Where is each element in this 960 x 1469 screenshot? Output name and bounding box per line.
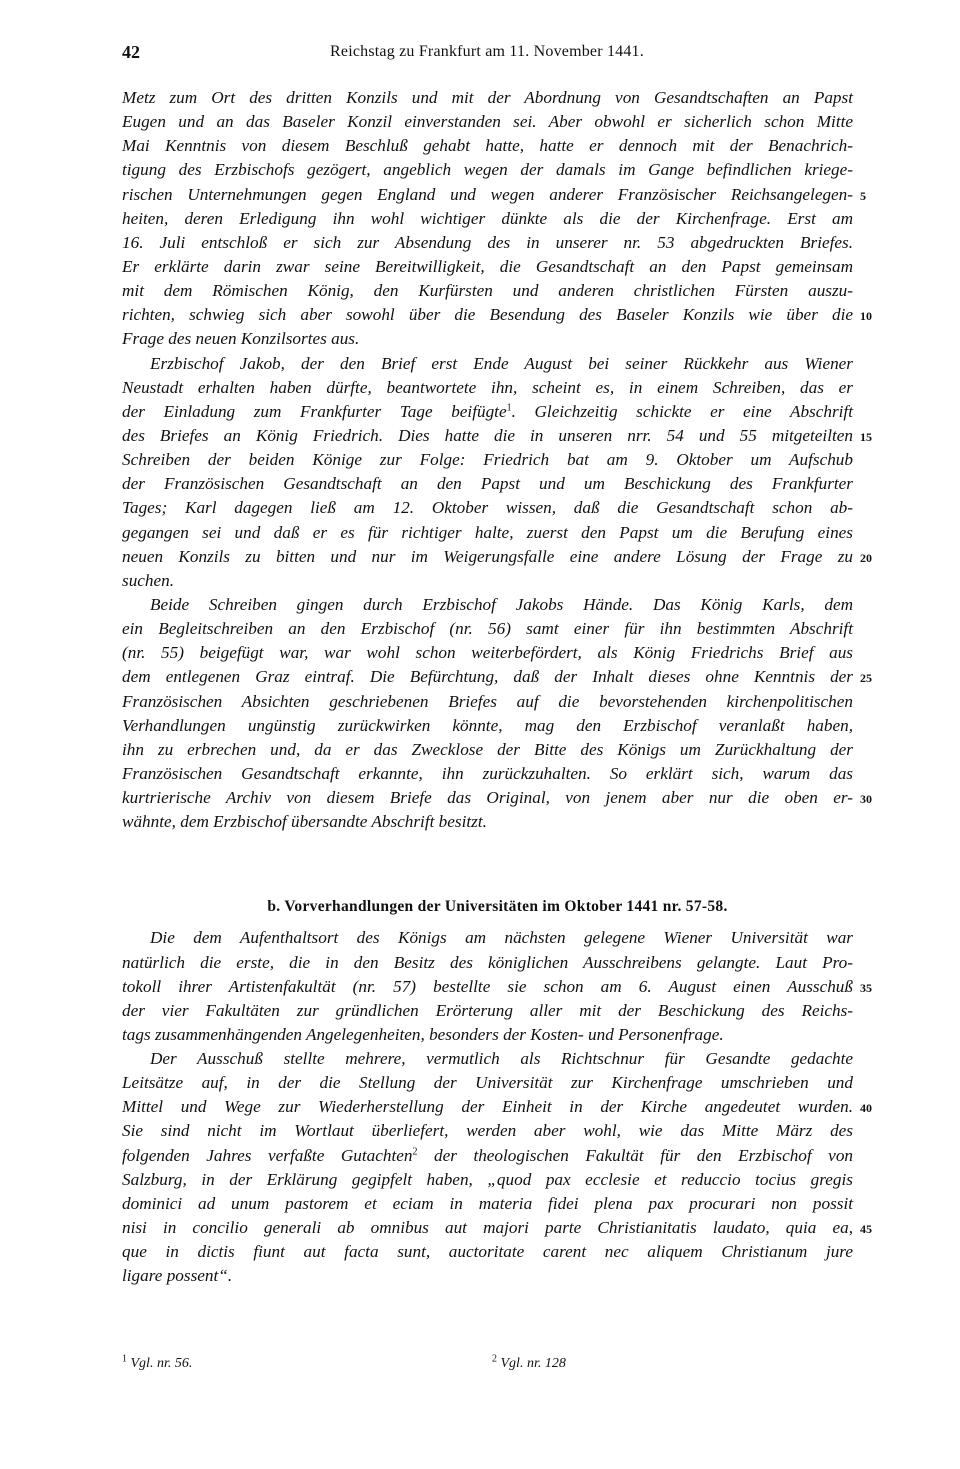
- text-line: [122, 1240, 853, 1264]
- line-text: tokoll ihrer Artistenfakultät (nr. 57) bestellte sie schon am 6. August einen Ausschuß: [122, 976, 853, 996]
- line-number: 10: [860, 309, 872, 324]
- line-text: Leitsätze auf, in der die Stellung der Universität zur Kirchenfrage umschrieben und: [122, 1073, 853, 1093]
- text-line: [122, 1095, 872, 1119]
- line-text: heiten, deren Erledigung ihn wohl wichtiger dünkte als die der Kirchenfrage. Erst am: [122, 208, 853, 228]
- line-text: des Briefes an König Friedrich. Dies hatte die in unseren nrr. 54 und 55 mitgeteilten: [122, 425, 853, 445]
- text-line: [122, 448, 853, 472]
- line-number: 25: [860, 671, 872, 686]
- footnote-mark: 2: [492, 1353, 497, 1365]
- text-line: [122, 207, 853, 231]
- line-text: Beide Schreiben gingen durch Erzbischof Jakobs Hände. Das König Karls, dem: [150, 594, 853, 614]
- line-text-continued: der theologischen Fakultät für den Erzbischof von: [417, 1145, 854, 1165]
- line-text: dominici ad unum pastorem et eciam in materia fidei plena pax procurari non possit: [122, 1193, 853, 1213]
- line-text: mit dem Römischen König, den Kurfürsten und anderen christlichen Fürsten auszu-: [122, 281, 853, 301]
- line-text: Schreiben der beiden Könige zur Folge: Friedrich bat am 9. Oktober um Aufschub: [122, 450, 853, 470]
- text-line: [122, 352, 853, 376]
- line-text: suchen.: [122, 570, 175, 590]
- line-text: rischen Unternehmungen gegen England und wegen anderer Französischer Reichsangelegen-: [122, 184, 853, 204]
- line-text: nisi in concilio generali ab omnibus aut majori parte Christianitatis laudato, quia ea,: [122, 1218, 853, 1238]
- page-header: [122, 42, 852, 66]
- section-heading: b. Vorverhandlungen der Universitäten im Oktober 1441 nr. 57-58.: [267, 898, 728, 916]
- line-number: 45: [860, 1222, 872, 1237]
- line-text: Frage des neuen Konzilsortes aus.: [122, 329, 360, 349]
- text-line: [122, 641, 853, 665]
- footnote-reference: 1: [506, 402, 512, 414]
- line-text: richten, schwieg sich aber sowohl über die Besendung des Baseler Konzils wie über die: [122, 305, 853, 325]
- text-line: [122, 617, 853, 641]
- text-line: [122, 1168, 853, 1192]
- line-text: (nr. 55) beigefügt war, war wohl schon weiterbefördert, als König Friedrichs Brief aus: [122, 643, 853, 663]
- text-line: [122, 1264, 853, 1288]
- text-line: [122, 999, 853, 1023]
- line-text: Mittel und Wege zur Wiederherstellung der Einheit in der Kirche angedeutet wurden.: [122, 1097, 853, 1117]
- line-number: 5: [860, 188, 866, 203]
- text-line: [122, 786, 872, 810]
- line-text: Metz zum Ort des dritten Konzils und mit der Abordnung von Gesandtschaften an Papst: [122, 88, 853, 107]
- paragraph: [122, 1047, 872, 1288]
- text-line: [122, 810, 853, 834]
- paragraph: [122, 926, 872, 1047]
- footnote: [122, 1353, 193, 1372]
- line-text: der Einladung zum Frankfurter Tage beifügte: [122, 401, 507, 421]
- text-line: [122, 231, 853, 255]
- text-line: [122, 279, 853, 303]
- text-line: [122, 1119, 853, 1143]
- line-text: que in dictis fiunt aut facta sunt, auctoritate carent nec aliquem Christianum jure: [122, 1242, 853, 1262]
- text-line: [122, 86, 853, 110]
- text-line: [122, 1144, 853, 1168]
- text-line: [122, 400, 853, 424]
- line-text: wähnte, dem Erzbischof übersandte Abschrift besitzt.: [122, 812, 487, 832]
- footnote-text: Vgl. nr. 128: [497, 1356, 566, 1371]
- line-text: tags zusammenhängenden Angelegenheiten, besonders der Kosten- und Personenfrage.: [122, 1024, 724, 1044]
- line-text-continued: . Gleichzeitig schickte er eine Abschrift: [511, 401, 853, 421]
- line-text: 16. Juli entschloß er sich zur Absendung des in unserer nr. 53 abgedruckten Briefes.: [122, 232, 853, 252]
- line-text: der vier Fakultäten zur gründlichen Erörterung aller mit der Beschickung des Reichs-: [122, 1000, 853, 1020]
- line-number: 40: [860, 1101, 872, 1116]
- text-line: [122, 738, 853, 762]
- text-line: [122, 545, 872, 569]
- line-text: Neustadt erhalten haben dürfte, beantwortete ihn, scheint es, in einem Schreiben, das er: [122, 377, 853, 397]
- footnote-mark: 1: [122, 1353, 127, 1365]
- text-line: [122, 424, 872, 448]
- line-text: tigung des Erzbischofs gezögert, angeblich wegen der damals im Gange befindlichen kriege-: [122, 160, 853, 180]
- text-line: [122, 134, 853, 158]
- footnote-reference: 2: [412, 1145, 418, 1157]
- line-text: neuen Konzils zu bitten und nur im Weigerungsfalle eine andere Lösung der Frage zu: [122, 546, 853, 566]
- text-line: [122, 255, 853, 279]
- footnotes: [122, 1353, 853, 1378]
- text-line: [122, 110, 853, 134]
- line-text: ligare possent“.: [122, 1266, 233, 1286]
- line-text: ein Begleitschreiben an den Erzbischof (nr. 56) samt einer für ihn bestimmten Abschrift: [122, 619, 853, 639]
- line-text: natürlich die erste, die in den Besitz des königlichen Ausschreibens gelangte. Laut Pro-: [122, 952, 853, 972]
- text-line: [122, 1192, 853, 1216]
- text-line: [122, 762, 853, 786]
- line-text: Verhandlungen ungünstig zurückwirken könnte, mag den Erzbischof veranlaßt haben,: [122, 715, 853, 735]
- text-line: [122, 714, 853, 738]
- text-line: [122, 1216, 872, 1240]
- text-line: [122, 376, 853, 400]
- line-text: Salzburg, in der Erklärung gegipfelt haben, „quod pax ecclesie et reduccio tocius gregis: [122, 1169, 853, 1189]
- line-text: ihn zu erbrechen und, da er das Zwecklose der Bitte des Königs um Zurückhaltung der: [122, 739, 853, 759]
- line-number: 20: [860, 550, 872, 565]
- line-text: gegangen sei und daß er es für richtiger halte, zuerst den Papst um die Berufung eines: [122, 522, 853, 542]
- text-line: [122, 496, 853, 520]
- line-text: Französischen Absichten geschriebenen Briefes auf die bevorstehenden kirchenpolitischen: [122, 691, 853, 711]
- text-line: [122, 472, 853, 496]
- text-line: [122, 975, 872, 999]
- text-line: [122, 183, 866, 207]
- text-line: [122, 303, 872, 327]
- line-text: folgenden Jahres verfaßte Gutachten: [122, 1145, 413, 1165]
- text-line: [122, 521, 853, 545]
- text-line: [122, 1023, 853, 1047]
- text-line: [122, 690, 853, 714]
- text-line: [122, 926, 853, 950]
- line-text: dem entlegenen Graz eintraf. Die Befürchtung, daß der Inhalt dieses ohne Kenntnis der: [122, 667, 853, 687]
- line-text: Er erklärte darin zwar seine Bereitwilligkeit, die Gesandtschaft an den Papst gemeinsam: [122, 256, 853, 276]
- text-line: [122, 593, 853, 617]
- text-line: [122, 665, 872, 689]
- footnote-text: Vgl. nr. 56.: [127, 1356, 193, 1371]
- paragraph: [122, 352, 872, 593]
- text-line: [122, 327, 853, 351]
- paragraph: [122, 86, 872, 352]
- text-line: [122, 158, 853, 182]
- line-text: Eugen und an das Baseler Konzil einverstanden sei. Aber obwohl er sicherlich schon Mitte: [122, 112, 853, 132]
- line-text: Tages; Karl dagegen ließ am 12. Oktober wissen, daß die Gesandtschaft schon ab-: [122, 498, 853, 518]
- page-number: 42: [122, 42, 140, 62]
- line-text: Die dem Aufenthaltsort des Königs am nächsten gelegene Wiener Universität war: [150, 928, 853, 948]
- footnote: [492, 1353, 566, 1372]
- line-text: kurtrierische Archiv von diesem Briefe das Original, von jenem aber nur die oben er-: [122, 788, 853, 808]
- line-number: 35: [860, 980, 872, 995]
- line-text: Der Ausschuß stellte mehrere, vermutlich als Richtschnur für Gesandte gedachte: [150, 1049, 853, 1069]
- running-head: Reichstag zu Frankfurt am 11. November 1441.: [330, 43, 644, 60]
- text-line: [122, 1047, 853, 1071]
- line-text: der Französischen Gesandtschaft an den Papst und um Beschickung des Frankfurter: [122, 474, 853, 494]
- line-number: 15: [860, 429, 872, 444]
- main-text: [122, 86, 872, 1288]
- line-number: 30: [860, 792, 872, 807]
- line-text: Sie sind nicht im Wortlaut überliefert, werden aber wohl, wie das Mitte März des: [122, 1121, 853, 1141]
- text-line: [122, 569, 853, 593]
- text-line: [122, 1071, 853, 1095]
- paragraph: [122, 593, 872, 834]
- text-line: [122, 951, 853, 975]
- line-text: Erzbischof Jakob, der den Brief erst Ende August bei seiner Rückkehr aus Wiener: [150, 353, 853, 373]
- line-text: Mai Kenntnis von diesem Beschluß gehabt hatte, hatte er dennoch mit der Benachrich-: [122, 136, 853, 156]
- line-text: Französischen Gesandtschaft erkannte, ihn zurückzuhalten. So erklärt sich, warum das: [122, 763, 853, 783]
